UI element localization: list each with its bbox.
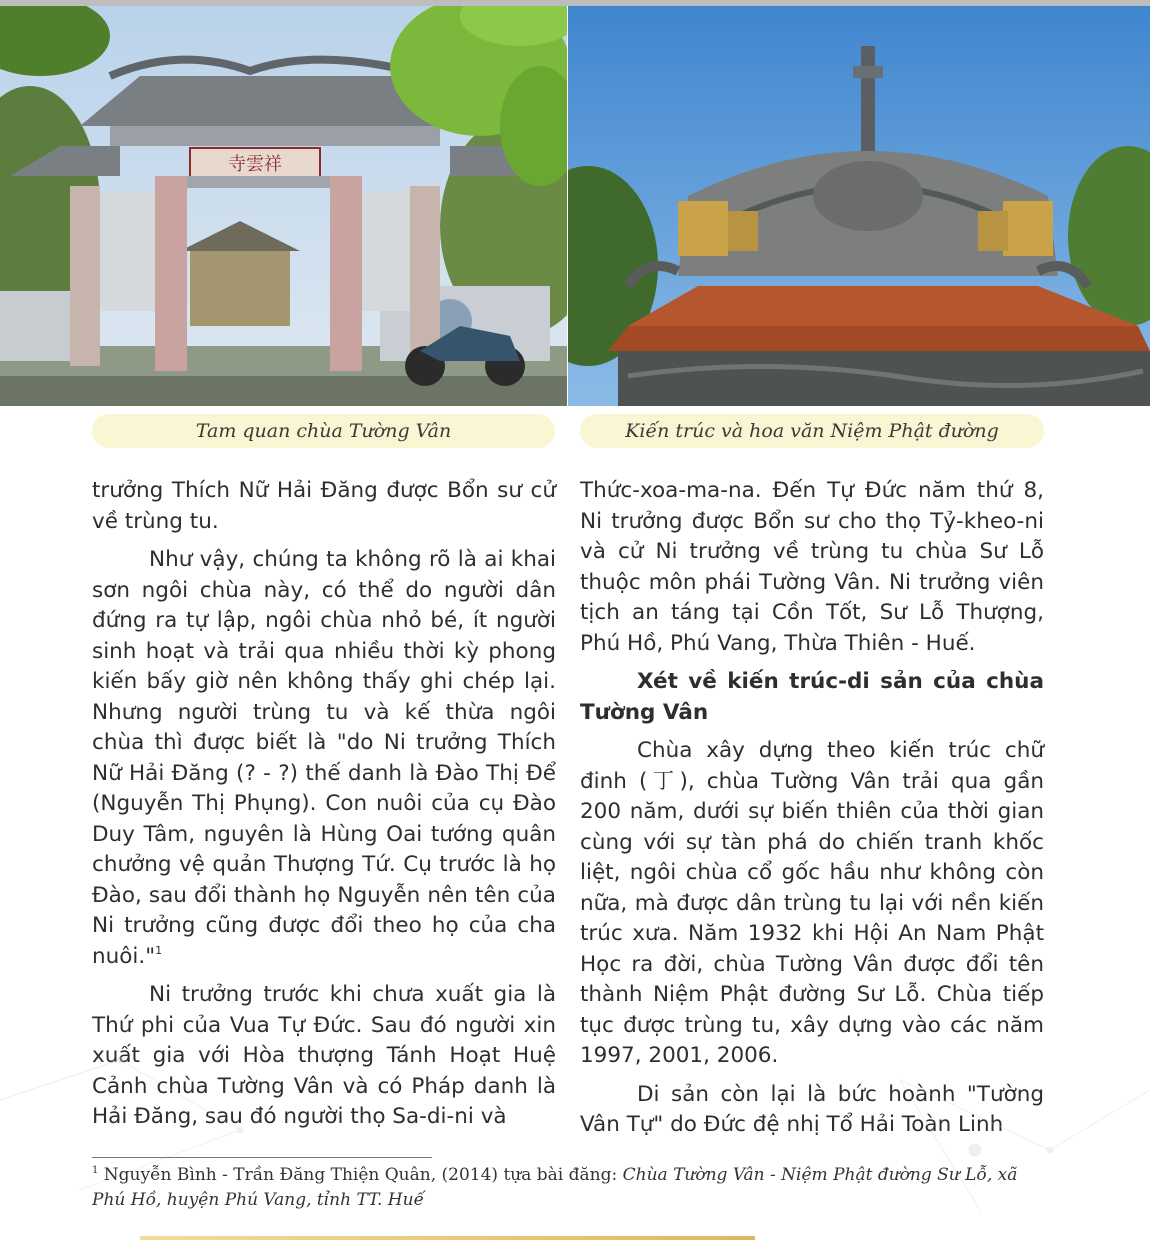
paragraph-text: Ni trưởng trước khi chưa xuất gia là Thứ phi của Vua Tự Đức. Sau đó người xin xuất gia với Hòa thượng Tánh Hoạt Huệ Cảnh chùa Tường Vân và có Pháp danh là Hải Đăng, sau đó người thọ Sa-di-ni và [92, 982, 556, 1129]
heading-text: Xét về kiến trúc-di sản của chùa Tường Vân [580, 669, 1044, 725]
paragraph-text: Chùa xây dựng theo kiến trúc chữ đinh (丁), chùa Tường Vân trải qua gần 200 năm, dưới sự biến thiên của thời gian cùng với sự tàn phá do chiến tranh khốc liệt, ngôi chùa cổ gốc hầu như không còn nữa, mà được dân trùng tu lại với nền kiến trúc xưa. Năm 1932 khi Hội An Nam Phật Học ra đời, chùa Tường Vân được đổi tên thành Niệm Phật đường Sư Lỗ. Chùa tiếp tục được trùng tu, xây dựng vào các năm 1997, 2001, 2006. [580, 738, 1044, 1068]
footnote-number: 1 [92, 1165, 99, 1176]
footnote-separator [92, 1157, 432, 1158]
paragraph-text: Di sản còn lại là bức hoành "Tường Vân Tự" do Đức đệ nhị Tổ Hải Toàn Linh [580, 1081, 1044, 1137]
footnote-title: Chùa Tường Vân - Niệm Phật đường Sư Lỗ, xã Phú Hồ, huyện Phú Vang, tỉnh TT. Huế [92, 1165, 1018, 1210]
section-heading [580, 667, 1044, 728]
caption-left: Tam quan chùa Tường Vân [92, 414, 555, 448]
paragraph-text: trưởng Thích Nữ Hải Đăng được Bổn sư cử về trùng tu. [92, 478, 556, 534]
footnote-ref: 1 [155, 943, 163, 957]
paragraph [580, 736, 1044, 1072]
paragraph [92, 476, 556, 537]
footnote-text: Nguyễn Bình - Trần Đăng Thiện Quân, (2014) tựa bài đăng: [103, 1165, 623, 1185]
paragraph [92, 545, 556, 972]
temple-gate-photo [0, 6, 567, 406]
caption-right: Kiến trúc và hoa văn Niệm Phật đường [580, 414, 1044, 448]
roof-ornament-photo [568, 6, 1150, 406]
paragraph-text: Như vậy, chúng ta không rõ là ai khai sơn ngôi chùa này, có thể do người dân đứng ra tự lập, ngôi chùa nhỏ bé, ít người sinh hoạt và trải qua nhiều thời kỳ phong kiến bấy giờ nên không thấy ghi chép lại. Nhưng người trùng tu và kế thừa ngôi chùa thì được biết là "do Ni trưởng Thích Nữ Hải Đăng (? - ?) thế danh là Đào Thị Để (Nguyễn Thị Phụng). Con nuôi của cụ Đào Duy Tâm, nguyên là Hùng Oai tướng quân chưởng vệ quản Thượng Tứ. Cụ trước là họ Đào, sau đổi thành họ Nguyễn nên tên của Ni trưởng cũng được đổi theo họ của cha nuôi." [92, 547, 556, 969]
paragraph-text: Thức-xoa-ma-na. Đến Tự Đức năm thứ 8, Ni trưởng được Bổn sư cho thọ Tỷ-kheo-ni và cử Ni trưởng về trùng tu chùa Sư Lỗ thuộc môn phái Tường Vân. Ni trưởng viên tịch an táng tại Cồn Tốt, Sư Lỗ Thượng, Phú Hồ, Phú Vang, Thừa Thiên - Huế. [580, 478, 1044, 656]
footer-gold-bar [140, 1236, 755, 1240]
paragraph [580, 476, 1044, 659]
gate-sign-text: 寺雲祥 [228, 154, 282, 175]
footnote [92, 1163, 1052, 1213]
